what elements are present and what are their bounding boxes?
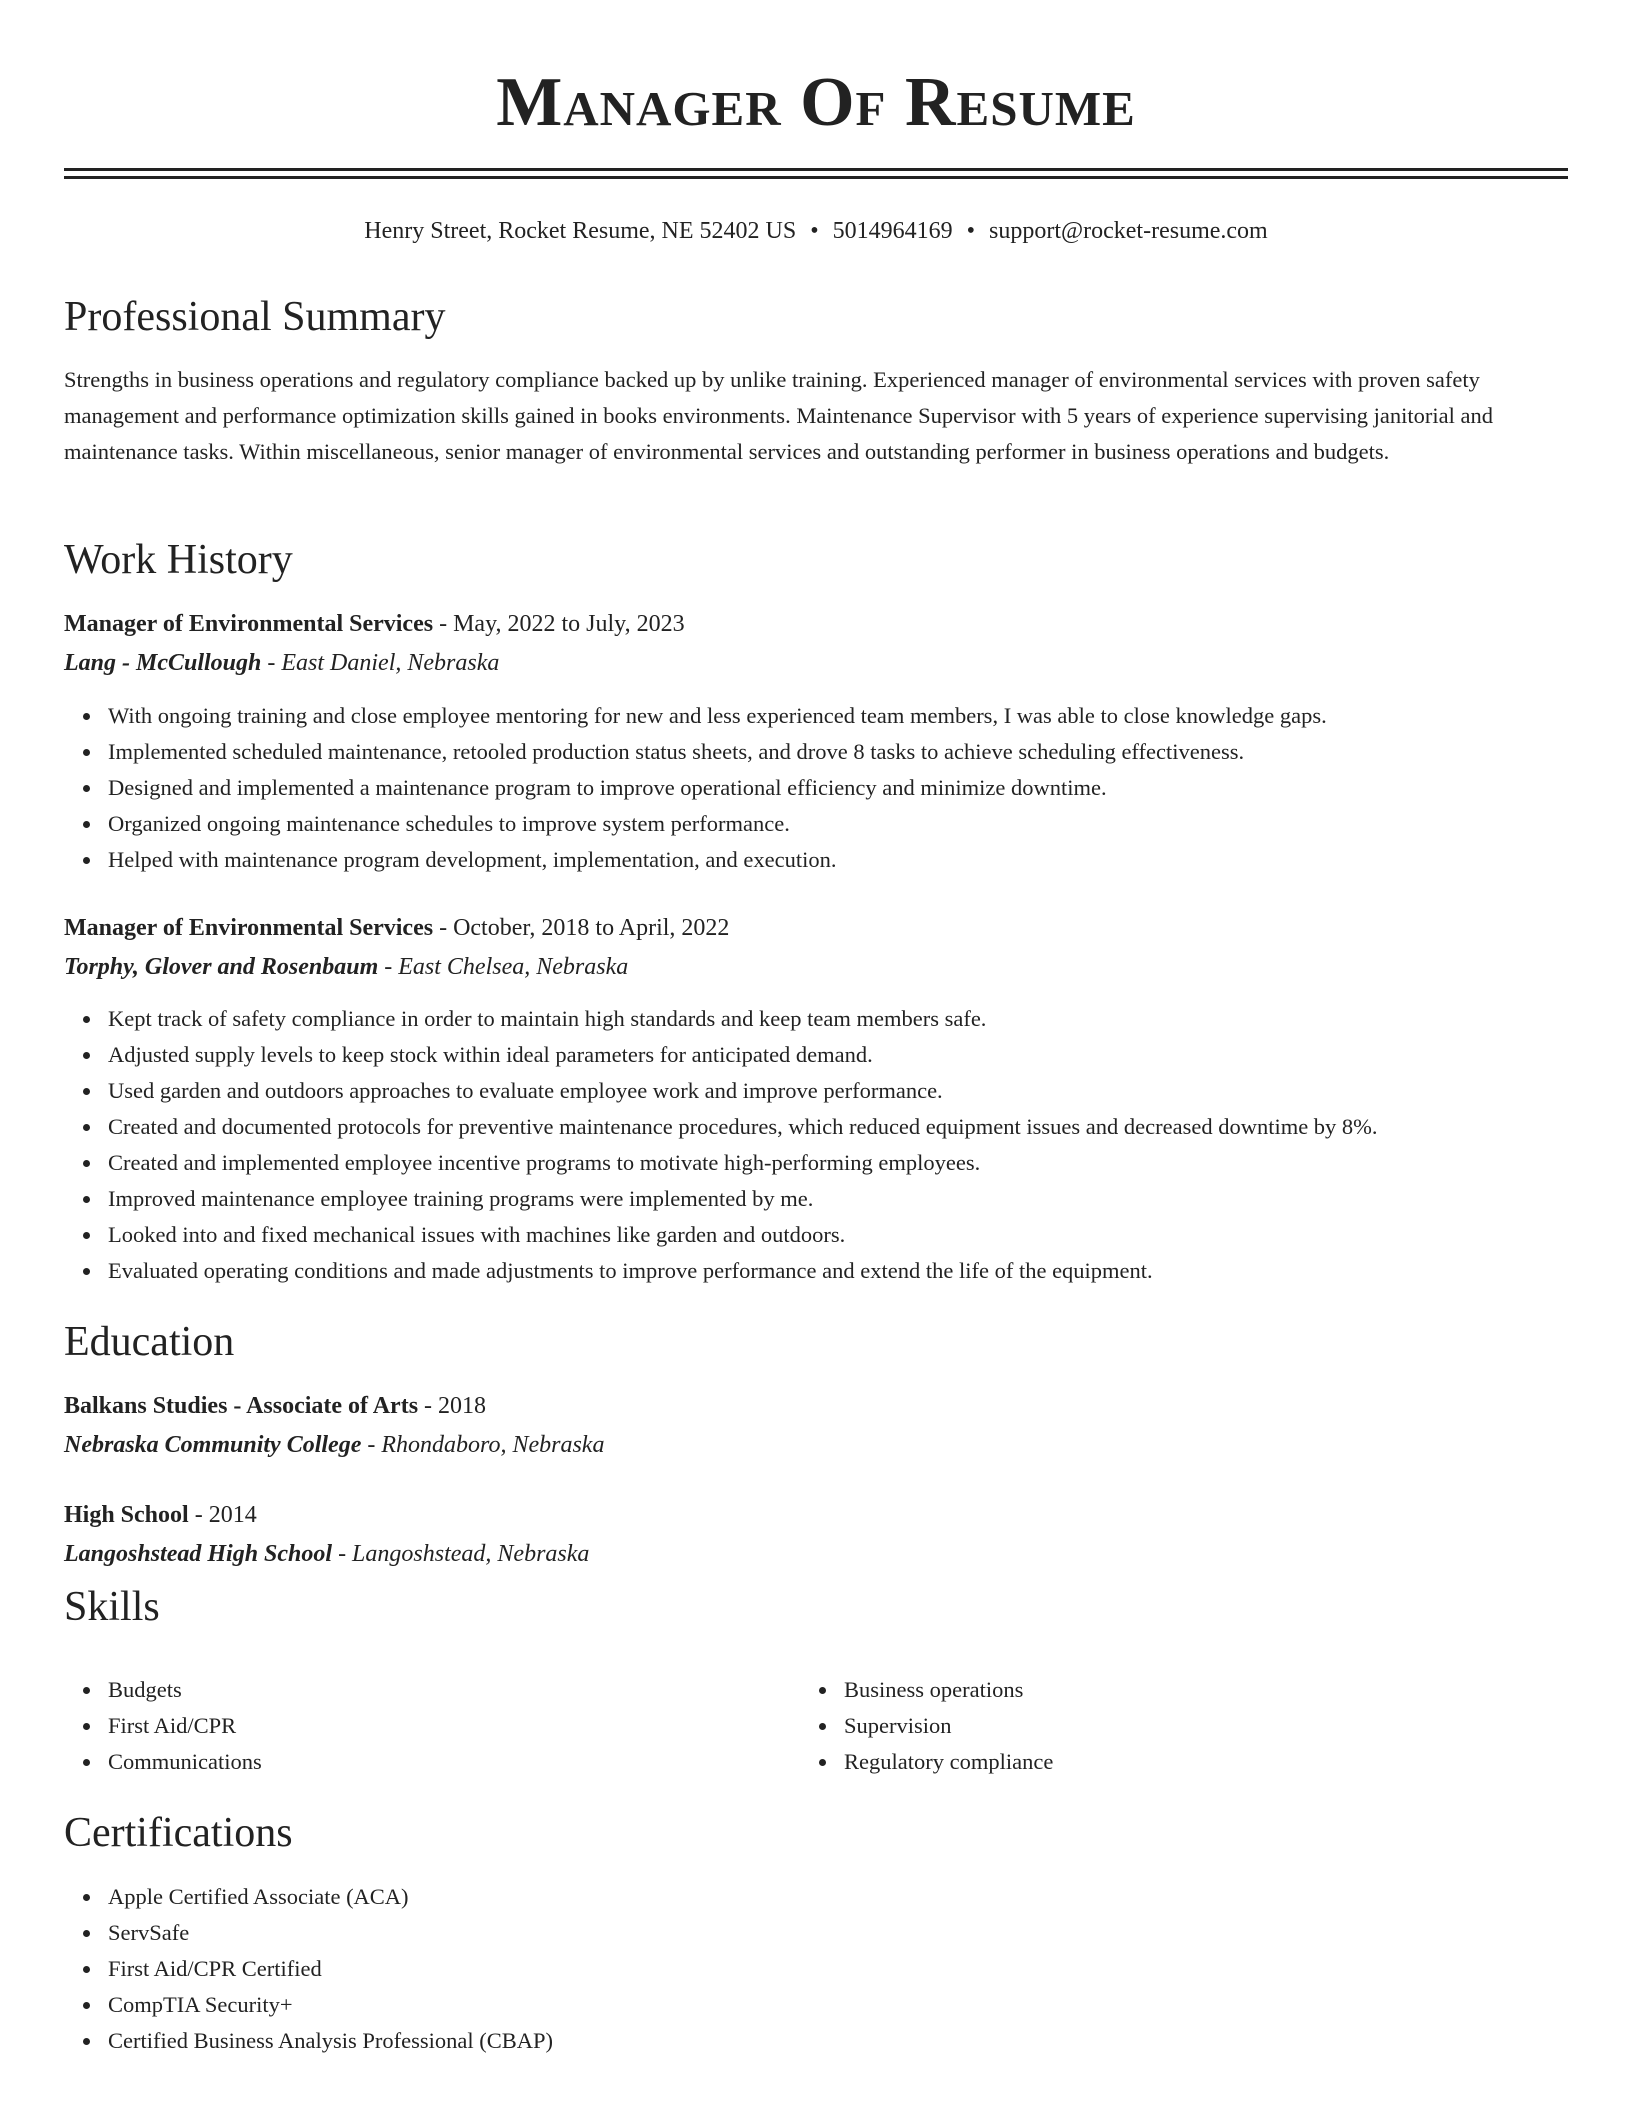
section-title-education: Education xyxy=(64,1319,235,1365)
list-item: Improved maintenance employee training programs were implemented by me. xyxy=(108,1181,1378,1217)
education-degree: High School xyxy=(64,1502,189,1528)
contact-separator: • xyxy=(966,218,976,244)
education-location: - Langoshstead, Nebraska xyxy=(332,1541,590,1567)
list-item: Created and implemented employee incentive programs to motivate high-performing employees. xyxy=(108,1145,1378,1181)
education-location: - Rhondaboro, Nebraska xyxy=(361,1432,605,1458)
list-item: Helped with maintenance program development, implementation, and execution. xyxy=(108,842,1327,878)
header-rule-top xyxy=(64,168,1568,171)
job-title-line xyxy=(64,607,685,641)
job-role: Manager of Environmental Services xyxy=(64,915,434,941)
section-title-certifications: Certifications xyxy=(64,1810,293,1856)
summary-text: Strengths in business operations and regulatory compliance backed up by unlike training. Experienced manager of environmental services with proven safety management and performance optimization skills gained in books environments. Maintenance Supervisor with 5 years of experience supervising janitorial and maintenance tasks. Within miscellaneous, senior manager of environmental services and outstanding performer in business operations and budgets. xyxy=(64,367,1493,464)
list-item: Business operations xyxy=(844,1672,1053,1708)
education-degree: Balkans Studies - Associate of Arts xyxy=(64,1393,419,1419)
list-item: Certified Business Analysis Professional (CBAP) xyxy=(108,2023,553,2059)
education-year: - 2018 xyxy=(418,1393,487,1419)
skills-list-right xyxy=(800,1672,1053,1780)
job-location: - East Chelsea, Nebraska xyxy=(378,954,629,980)
education-school-line xyxy=(64,1537,589,1571)
resume-name: Manager Of Resume xyxy=(496,64,1136,141)
list-item: Implemented scheduled maintenance, retooled production status sheets, and drove 8 tasks to achieve scheduling effectiveness. xyxy=(108,734,1327,770)
list-item: Organized ongoing maintenance schedules to improve system performance. xyxy=(108,806,1327,842)
contact-line xyxy=(64,214,1568,248)
list-item: Looked into and fixed mechanical issues with machines like garden and outdoors. xyxy=(108,1217,1378,1253)
section-title-summary: Professional Summary xyxy=(64,294,446,340)
header-rule-bottom xyxy=(64,176,1568,179)
list-item: ServSafe xyxy=(108,1915,553,1951)
list-item: Budgets xyxy=(108,1672,262,1708)
job-company-line xyxy=(64,646,499,680)
job-title-line xyxy=(64,911,729,945)
job-location: - East Daniel, Nebraska xyxy=(261,650,500,676)
education-school-line xyxy=(64,1428,604,1462)
education-year: - 2014 xyxy=(188,1502,257,1528)
education-degree-line xyxy=(64,1389,486,1423)
list-item: Used garden and outdoors approaches to evaluate employee work and improve performance. xyxy=(108,1073,1378,1109)
list-item: Supervision xyxy=(844,1708,1053,1744)
contact-address: Henry Street, Rocket Resume, NE 52402 US xyxy=(364,218,797,244)
job-dates: - May, 2022 to July, 2023 xyxy=(433,611,685,637)
contact-email: support@rocket-resume.com xyxy=(989,218,1268,244)
section-title-work: Work History xyxy=(64,537,293,583)
job-dates: - October, 2018 to April, 2022 xyxy=(433,915,730,941)
list-item: Regulatory compliance xyxy=(844,1744,1053,1780)
list-item: Adjusted supply levels to keep stock within ideal parameters for anticipated demand. xyxy=(108,1037,1378,1073)
list-item: CompTIA Security+ xyxy=(108,1987,553,2023)
education-school: Langoshstead High School xyxy=(64,1541,333,1567)
list-item: Kept track of safety compliance in order to maintain high standards and keep team members safe. xyxy=(108,1001,1378,1037)
skills-list-left xyxy=(64,1672,262,1780)
job-bullets xyxy=(64,1001,1378,1289)
section-title-skills: Skills xyxy=(64,1584,160,1630)
list-item: With ongoing training and close employee mentoring for new and less experienced team members, I was able to close knowledge gaps. xyxy=(108,698,1327,734)
list-item: Evaluated operating conditions and made adjustments to improve performance and extend the life of the equipment. xyxy=(108,1253,1378,1289)
contact-separator: • xyxy=(810,218,819,244)
list-item: First Aid/CPR xyxy=(108,1708,262,1744)
job-company: Torphy, Glover and Rosenbaum xyxy=(64,954,379,980)
job-company: Lang - McCullough xyxy=(64,650,262,676)
list-item: Communications xyxy=(108,1744,262,1780)
education-school: Nebraska Community College xyxy=(64,1432,362,1458)
education-degree-line xyxy=(64,1498,257,1532)
certifications-list xyxy=(64,1879,553,2059)
list-item: Created and documented protocols for preventive maintenance procedures, which reduced equipment issues and decreased downtime by 8%. xyxy=(108,1109,1378,1145)
list-item: Designed and implemented a maintenance program to improve operational efficiency and minimize downtime. xyxy=(108,770,1327,806)
list-item: Apple Certified Associate (ACA) xyxy=(108,1879,553,1915)
list-item: First Aid/CPR Certified xyxy=(108,1951,553,1987)
contact-phone: 5014964169 xyxy=(832,218,953,244)
job-bullets xyxy=(64,698,1327,878)
job-company-line xyxy=(64,950,628,984)
job-role: Manager of Environmental Services xyxy=(64,611,434,637)
